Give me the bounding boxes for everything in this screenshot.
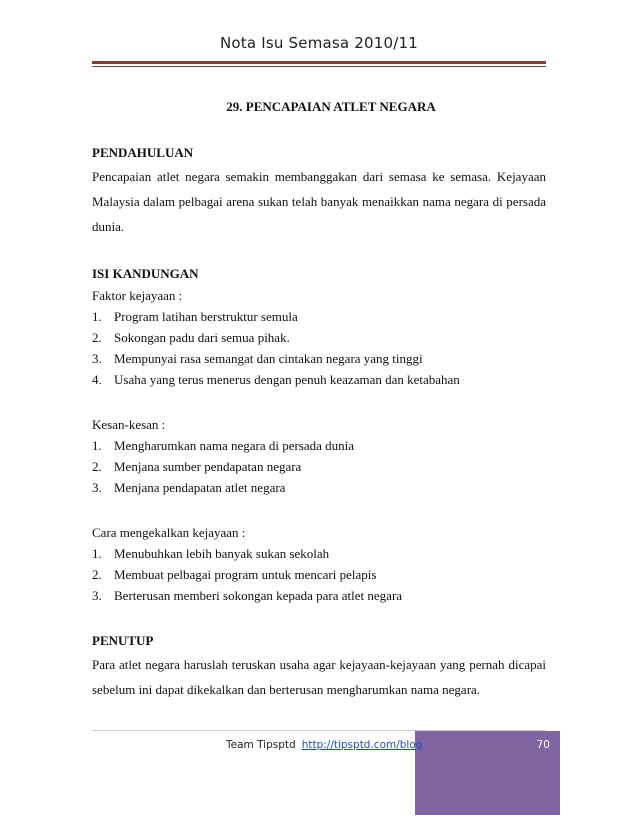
ways-label: Cara mengekalkan kejayaan : [92,525,246,540]
page-number: 70 [536,739,550,751]
list-item: 2. Sokongan padu dari semua pihak. [92,330,290,345]
intro-line: Pencapaian atlet negara semakin membanggakan dari semasa ke semasa. Kejayaan [92,169,546,184]
intro-heading: PENDAHULUAN [92,145,194,160]
list-item: 3. Berterusan memberi sokongan kepada para atlet negara [92,588,403,603]
list-item: 2. Membuat pelbagai program untuk mencari pelapis [92,567,377,582]
ways-list [92,543,546,606]
footer-team: Team Tipsptd [226,739,296,751]
list-item: 2. Menjana sumber pendapatan negara [92,459,302,474]
effects-list [92,435,546,498]
footer-link[interactable]: http://tipsptd.com/blog [301,739,423,751]
content-heading: ISI KANDUNGAN [92,266,199,281]
list-item: 1. Mengharumkan nama negara di persada dunia [92,438,355,453]
footer-text [226,739,422,751]
effects-label: Kesan-kesan : [92,417,166,432]
closing-line: Para atlet negara haruslah teruskan usaha agar kejayaan-kejayaan yang pernah dicapai [92,657,546,672]
list-item: 3. Menjana pendapatan atlet negara [92,480,286,495]
intro-line: Malaysia dalam pelbagai arena sukan telah banyak menaikkan nama negara di persada [92,194,546,209]
factors-label: Faktor kejayaan : [92,288,183,303]
factors-list [92,306,546,390]
document-body [92,142,546,702]
page-header-title: Nota Isu Semasa 2010/11 [220,34,418,52]
page-number-box [415,731,560,815]
intro-line: dunia. [92,219,125,234]
list-item: 4. Usaha yang terus menerus dengan penuh keazaman dan ketabahan [92,372,460,387]
intro-paragraph [92,164,546,239]
header-rule-thin [92,66,546,67]
header-rule-thick [92,61,546,64]
list-item: 1. Menubuhkan lebih banyak sukan sekolah [92,546,330,561]
document-title: 29. PENCAPAIAN ATLET NEGARA [226,99,436,114]
closing-heading: PENUTUP [92,633,154,648]
list-item: 1. Program latihan berstruktur semula [92,309,298,324]
closing-paragraph [92,652,546,702]
closing-line: sebelum ini dapat dikekalkan dan berterusan mengharumkan nama negara. [92,682,481,697]
list-item: 3. Mempunyai rasa semangat dan cintakan negara yang tinggi [92,351,423,366]
